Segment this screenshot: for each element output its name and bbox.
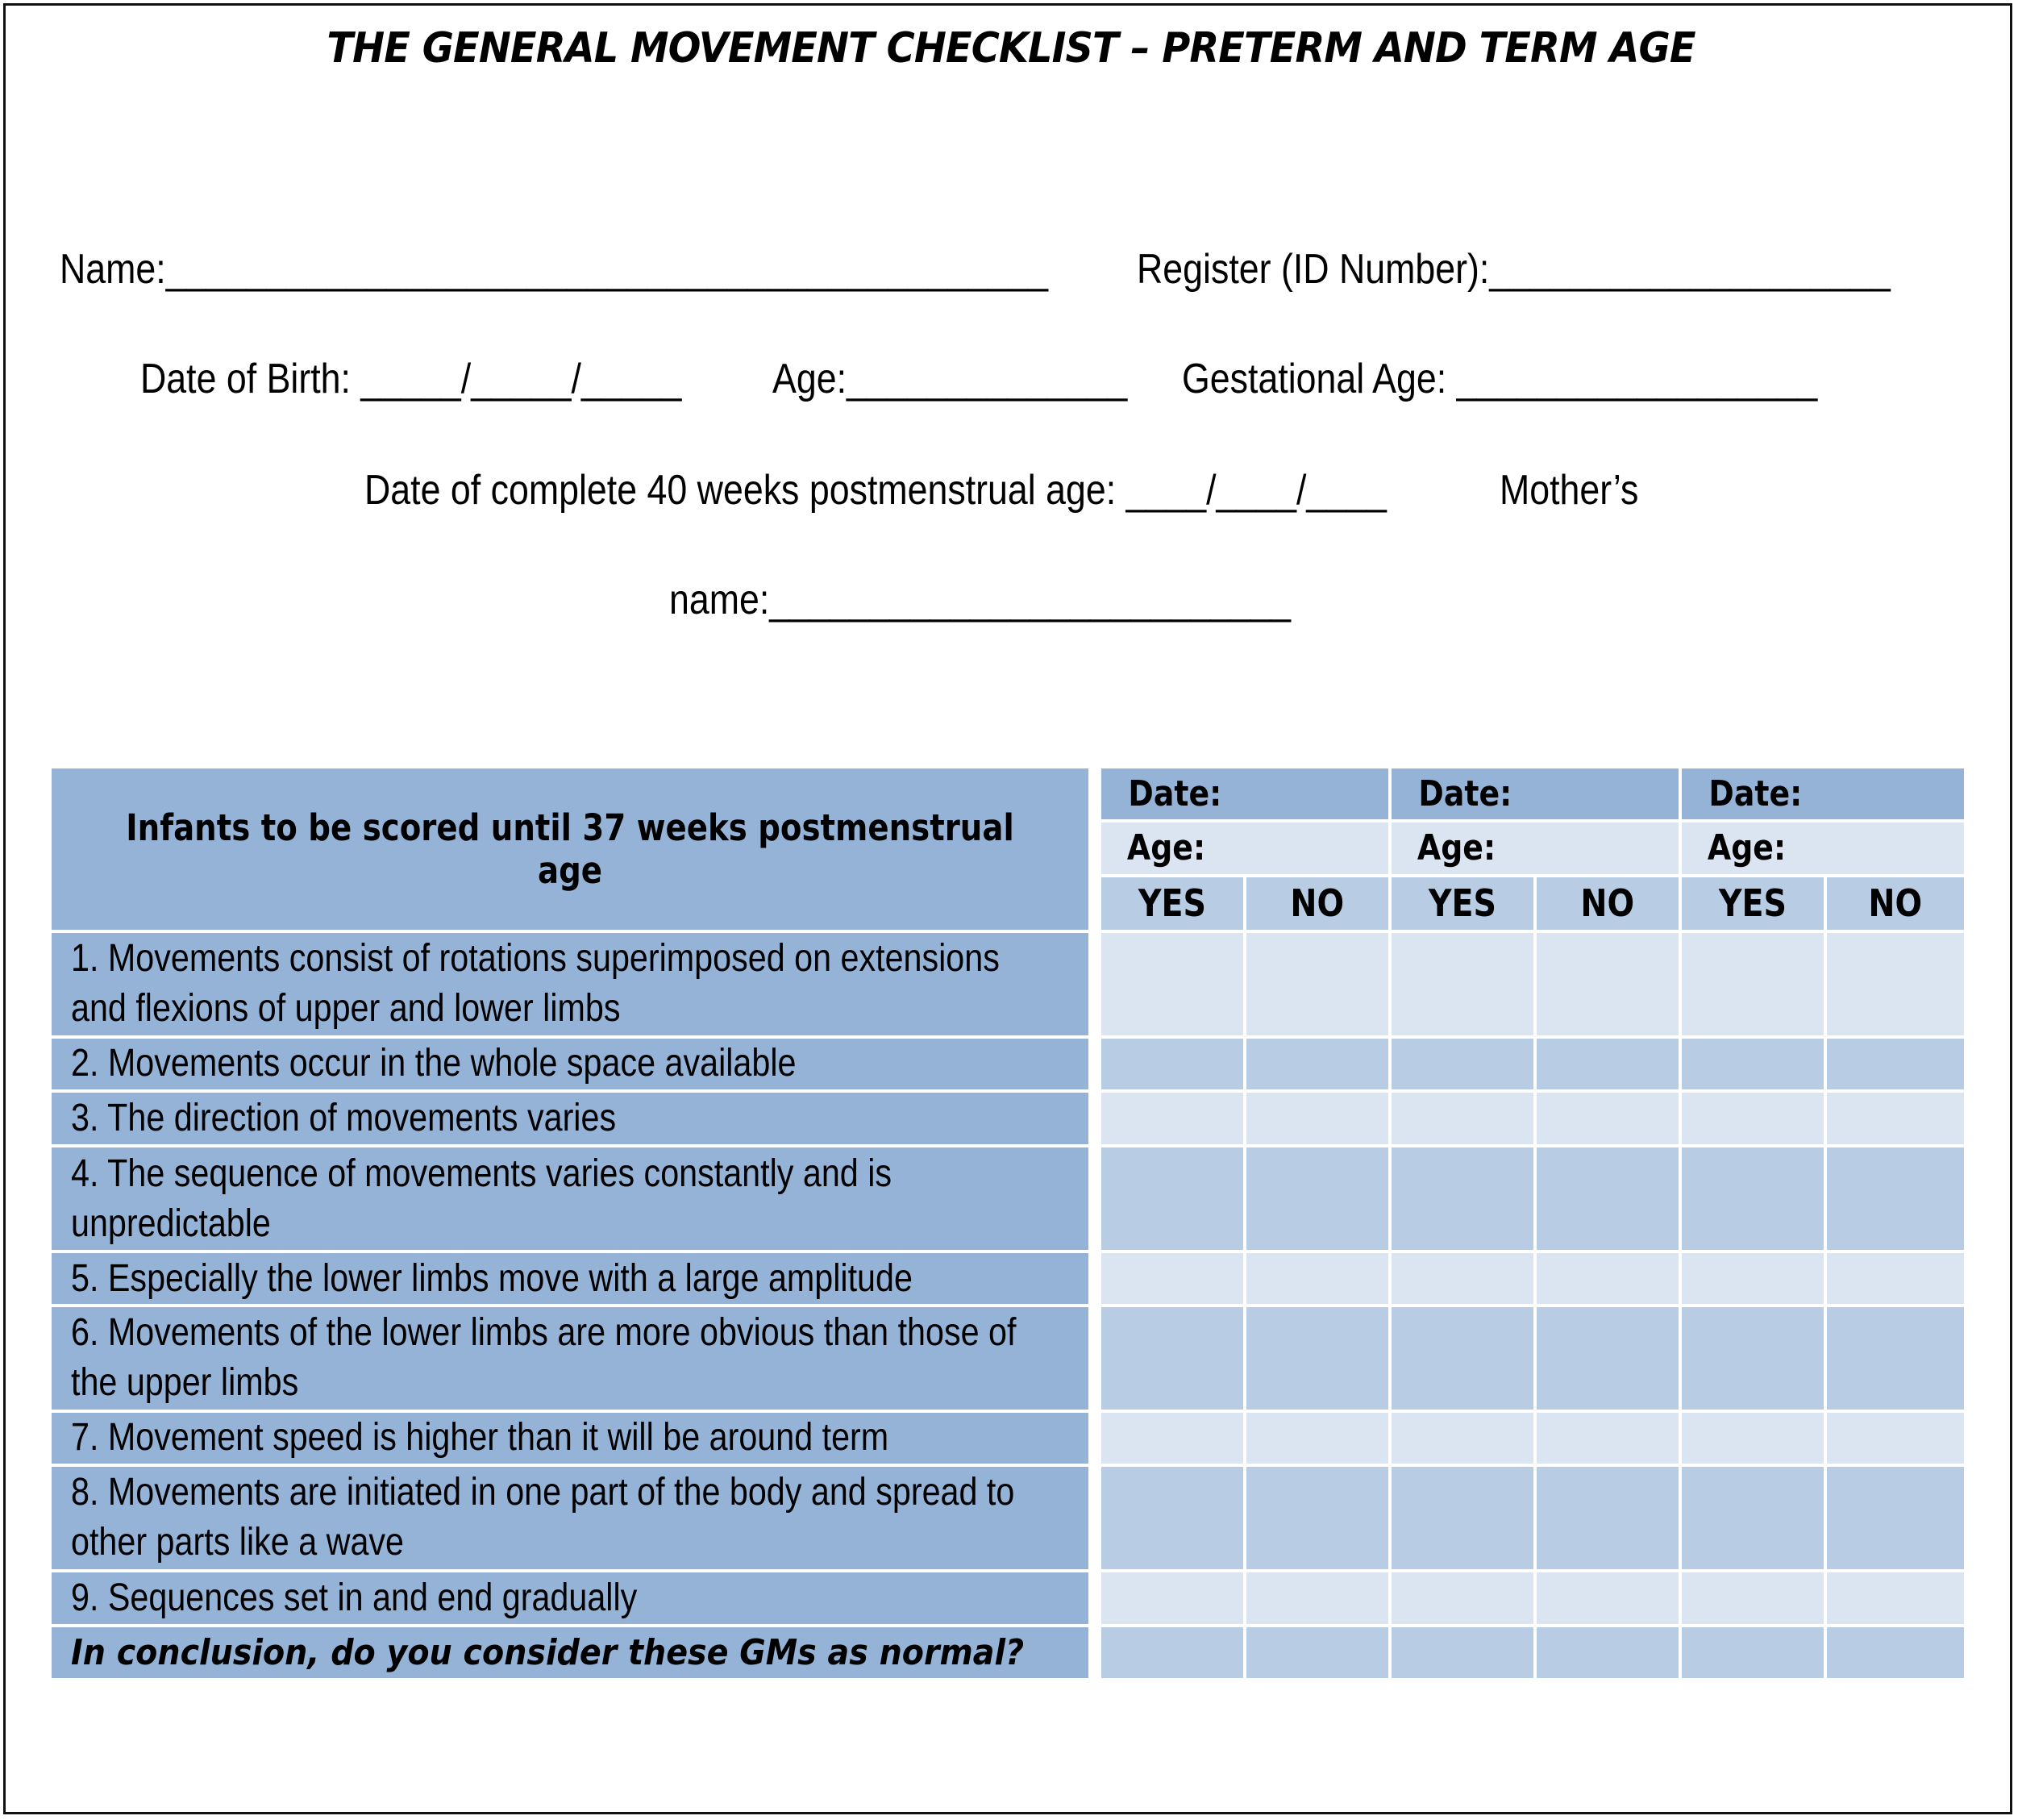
no-header-2: NO	[1537, 877, 1682, 933]
no-header-3: NO	[1827, 877, 1967, 933]
pma-40-weeks-field[interactable]: Date of complete 40 weeks postmenstrual age: ____/____/____	[364, 467, 1387, 514]
checklist-table	[52, 768, 1967, 1681]
answer-cell[interactable]	[1392, 1093, 1537, 1148]
answer-cell[interactable]	[1682, 1147, 1827, 1253]
mothers-name-field[interactable]: name:__________________________	[669, 577, 1291, 623]
answer-cell[interactable]	[1246, 1307, 1392, 1413]
answer-cell[interactable]	[1682, 1572, 1827, 1628]
answer-cell[interactable]	[1827, 1627, 1967, 1681]
date-cell-3[interactable]: Date:	[1682, 768, 1967, 823]
answer-cell[interactable]	[1537, 1039, 1682, 1093]
answer-cell[interactable]	[1537, 1253, 1682, 1307]
date-cell-1[interactable]: Date:	[1101, 768, 1392, 823]
answer-cell[interactable]	[1392, 1039, 1537, 1093]
conclusion-row: In conclusion, do you consider these GMs as normal?	[52, 1627, 1092, 1681]
criterion-row-5: 5. Especially the lower limbs move with a large amplitude	[52, 1253, 1092, 1307]
criterion-row-4: 4. The sequence of movements varies constantly and is unpredictable	[52, 1147, 1092, 1253]
answer-cell[interactable]	[1827, 1467, 1967, 1572]
answer-cell[interactable]	[1392, 1572, 1537, 1628]
yes-header-1: YES	[1101, 877, 1246, 933]
answer-cell[interactable]	[1246, 1253, 1392, 1307]
answer-cell[interactable]	[1827, 1093, 1967, 1148]
answer-cell[interactable]	[1246, 1147, 1392, 1253]
register-field[interactable]: Register (ID Number):____________________	[1137, 246, 1891, 293]
answer-cell[interactable]	[1682, 1413, 1827, 1467]
answer-cell[interactable]	[1827, 1307, 1967, 1413]
answer-cell[interactable]	[1392, 1627, 1537, 1681]
gestational-age-field[interactable]: Gestational Age: __________________	[1182, 356, 1818, 402]
answer-cell[interactable]	[1101, 1093, 1246, 1148]
answer-cell[interactable]	[1246, 1467, 1392, 1572]
criterion-row-9: 9. Sequences set in and end gradually	[52, 1572, 1092, 1628]
date-cell-2[interactable]: Date:	[1392, 768, 1682, 823]
yes-header-3: YES	[1682, 877, 1827, 933]
answer-cell[interactable]	[1827, 933, 1967, 1039]
answer-cell[interactable]	[1682, 1039, 1827, 1093]
answer-cell[interactable]	[1682, 1093, 1827, 1148]
answer-cell[interactable]	[1682, 1467, 1827, 1572]
answer-cell[interactable]	[1392, 933, 1537, 1039]
answer-cell[interactable]	[1246, 1572, 1392, 1628]
criterion-row-3: 3. The direction of movements varies	[52, 1093, 1092, 1148]
answer-cell[interactable]	[1246, 1093, 1392, 1148]
answer-cell[interactable]	[1682, 933, 1827, 1039]
answer-cell[interactable]	[1246, 1039, 1392, 1093]
answer-cell[interactable]	[1537, 1413, 1682, 1467]
answer-cell[interactable]	[1537, 1627, 1682, 1681]
answer-cell[interactable]	[1101, 1627, 1246, 1681]
answer-cell[interactable]	[1537, 1147, 1682, 1253]
answer-cell[interactable]	[1101, 933, 1246, 1039]
answer-cell[interactable]	[1101, 1039, 1246, 1093]
checklist-title: THE GENERAL MOVEMENT CHECKLIST – PRETERM AND TERM AGE	[327, 24, 1695, 73]
answer-cell[interactable]	[1827, 1413, 1967, 1467]
answer-cell[interactable]	[1392, 1307, 1537, 1413]
answer-cell[interactable]	[1827, 1253, 1967, 1307]
criterion-row-2: 2. Movements occur in the whole space available	[52, 1039, 1092, 1093]
date-of-birth-field[interactable]: Date of Birth: _____/_____/_____	[140, 356, 682, 402]
age-field[interactable]: Age:______________	[772, 356, 1128, 402]
criterion-row-6: 6. Movements of the lower limbs are more obvious than those of the upper limbs	[52, 1307, 1092, 1413]
answer-cell[interactable]	[1537, 1093, 1682, 1148]
criterion-row-7: 7. Movement speed is higher than it will be around term	[52, 1413, 1092, 1467]
answer-cell[interactable]	[1246, 1627, 1392, 1681]
answer-cell[interactable]	[1537, 1572, 1682, 1628]
criterion-row-1: 1. Movements consist of rotations superimposed on extensions and flexions of upper and lower limbs	[52, 933, 1092, 1039]
age-cell-3[interactable]: Age:	[1682, 823, 1967, 878]
answer-cell[interactable]	[1537, 1307, 1682, 1413]
age-cell-1[interactable]: Age:	[1101, 823, 1392, 878]
answer-cell[interactable]	[1246, 1413, 1392, 1467]
no-header-1: NO	[1246, 877, 1392, 933]
age-cell-2[interactable]: Age:	[1392, 823, 1682, 878]
answer-cell[interactable]	[1101, 1572, 1246, 1628]
answer-cell[interactable]	[1101, 1253, 1246, 1307]
answer-cell[interactable]	[1392, 1147, 1537, 1253]
answer-cell[interactable]	[1101, 1307, 1246, 1413]
answer-cell[interactable]	[1392, 1253, 1537, 1307]
answer-cell[interactable]	[1682, 1307, 1827, 1413]
answer-cell[interactable]	[1827, 1147, 1967, 1253]
answer-cell[interactable]	[1537, 1467, 1682, 1572]
mothers-label: Mother’s	[1500, 467, 1639, 514]
answer-cell[interactable]	[1537, 933, 1682, 1039]
answer-cell[interactable]	[1682, 1627, 1827, 1681]
answer-cell[interactable]	[1392, 1413, 1537, 1467]
answer-cell[interactable]	[1101, 1147, 1246, 1253]
answer-cell[interactable]	[1101, 1413, 1246, 1467]
answer-cell[interactable]	[1682, 1253, 1827, 1307]
name-field[interactable]: Name:____________________________________________	[60, 246, 1049, 293]
answer-cell[interactable]	[1246, 933, 1392, 1039]
answer-cell[interactable]	[1827, 1572, 1967, 1628]
answer-cell[interactable]	[1392, 1467, 1537, 1572]
criterion-row-8: 8. Movements are initiated in one part of the body and spread to other parts like a wave	[52, 1467, 1092, 1572]
yes-header-2: YES	[1392, 877, 1537, 933]
answer-cell[interactable]	[1827, 1039, 1967, 1093]
answer-cell[interactable]	[1101, 1467, 1246, 1572]
table-header: Infants to be scored until 37 weeks postmenstrual age	[52, 768, 1092, 933]
